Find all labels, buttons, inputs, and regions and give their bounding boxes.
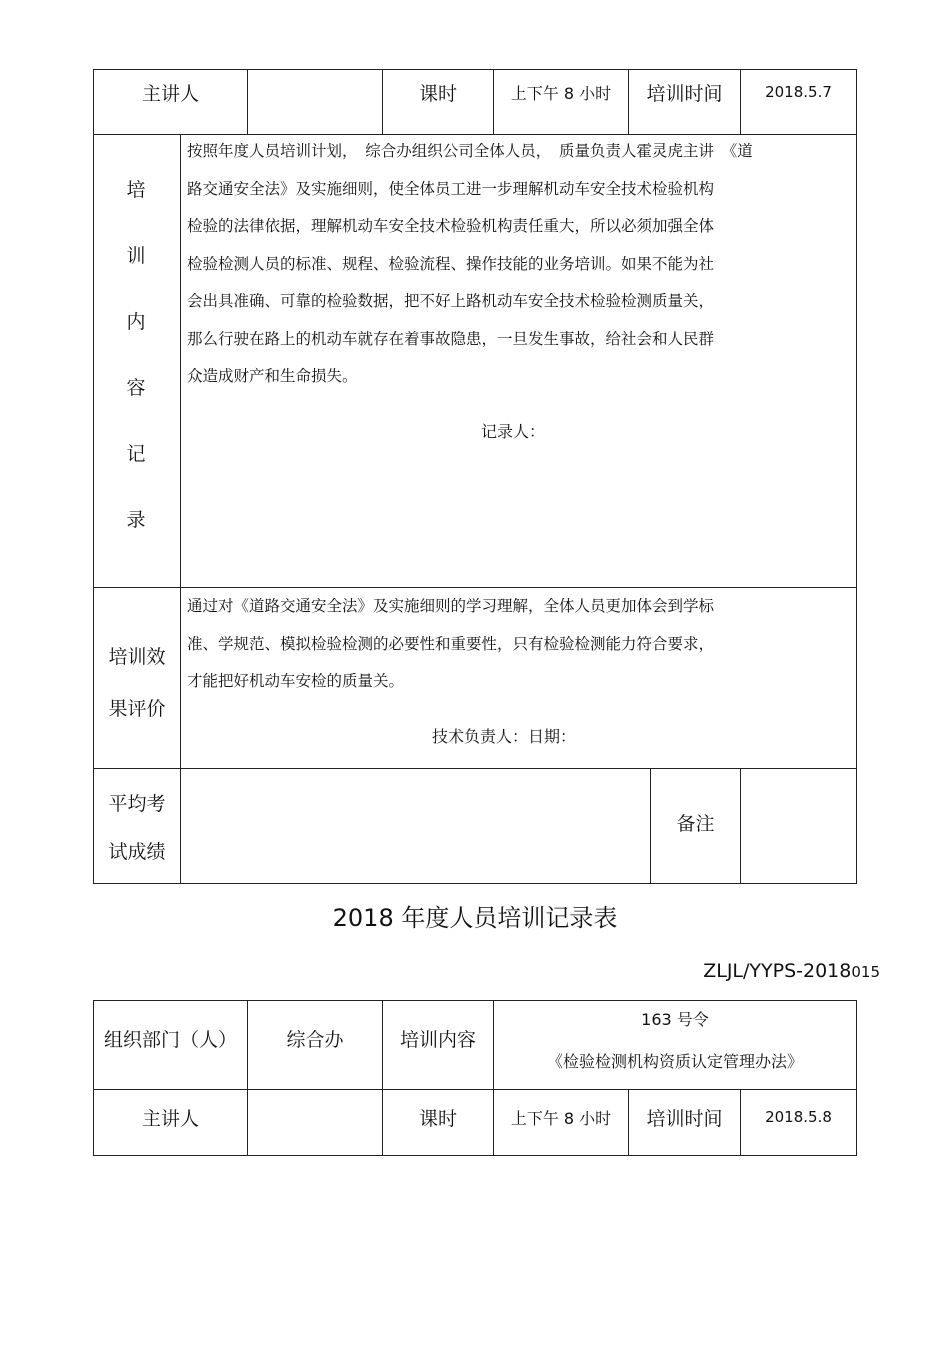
lecturer-value — [248, 1090, 382, 1155]
lecturer-label: 主讲人 — [141, 82, 199, 105]
document-code-suffix: 015 — [851, 963, 880, 981]
remark-label: 备注 — [676, 812, 715, 835]
tech-lead-signature: 技术负责人：日期： — [432, 727, 577, 746]
training-time-label: 培训时间 — [646, 82, 723, 105]
training-content-title: 《检验检测机构资质认定管理办法》 — [546, 1051, 803, 1071]
content-line: 按照年度人员培训计划， 综合办组织公司全体人员， 质量负责人霍灵虎主讲 《道 — [187, 142, 753, 160]
effect-line: 才能把好机动车安检的质量关。 — [187, 672, 405, 690]
content-line: 那么行驶在路上的机动车就存在着事故隐患，一旦发生事故，给社会和人民群 — [187, 329, 715, 348]
hours-value: 上下午 8 小时 — [510, 83, 612, 103]
effect-line: 通过对《道路交通安全法》及实施细则的学习理解，全体人员更加体会到学标 — [187, 597, 715, 615]
content-line: 路交通安全法》及实施细则，使全体员工进一步理解机动车安全技术检验机构 — [187, 179, 715, 198]
score-label-line: 试成绩 — [108, 841, 166, 863]
effect-label-line: 果评价 — [108, 698, 166, 720]
remark-value — [741, 769, 856, 883]
training-content-order: 163 号令 — [641, 1009, 709, 1029]
hours-label: 课时 — [418, 1107, 457, 1130]
content-record-text — [187, 133, 753, 396]
lecturer-label: 主讲人 — [141, 1107, 199, 1130]
hours-label: 课时 — [418, 82, 457, 105]
average-score-value — [181, 769, 650, 883]
content-line: 会出具准确、可靠的检验数据，把不好上路机动车安全技术检验检测质量关， — [187, 292, 715, 310]
training-time-label: 培训时间 — [646, 1107, 723, 1130]
training-time-value: 2018.5.8 — [765, 1108, 832, 1126]
lecturer-value — [248, 70, 382, 134]
effect-evaluation-label — [94, 631, 180, 735]
score-label-line: 平均考 — [108, 793, 166, 815]
organizing-dept-value: 综合办 — [286, 1028, 344, 1051]
recorder-signature: 记录人： — [481, 422, 546, 441]
training-time-value: 2018.5.7 — [765, 83, 832, 101]
content-label-char: 容 — [126, 377, 146, 399]
content-line: 众造成财产和生命损失。 — [187, 367, 358, 385]
content-line: 检验的法律依据，理解机动车安全技术检验机构责任重大，所以必须加强全体 — [187, 217, 715, 235]
hours-value: 上下午 8 小时 — [510, 1108, 612, 1128]
effect-line: 准、学规范、模拟检验检测的必要性和重要性，只有检验检测能力符合要求， — [187, 634, 715, 653]
content-label-char: 培 — [126, 179, 146, 201]
content-line: 检验检测人员的标准、规程、检验流程、操作技能的业务培训。如果不能为社 — [187, 254, 715, 273]
effect-label-line: 培训效 — [108, 646, 166, 668]
content-label-char: 录 — [126, 509, 146, 531]
page-title: 2018 年度人员培训记录表 — [332, 904, 618, 932]
effect-evaluation-text — [187, 588, 714, 701]
content-label-char: 记 — [126, 443, 146, 465]
content-label-char: 训 — [126, 245, 146, 267]
document-code — [703, 960, 880, 982]
organizing-dept-label: 组织部门（人） — [103, 1028, 237, 1051]
average-score-label — [94, 780, 180, 876]
training-content-label: 培训内容 — [399, 1028, 476, 1051]
content-label-char: 内 — [126, 311, 146, 333]
document-code-main: ZLJL/YYPS-2018 — [703, 960, 852, 982]
